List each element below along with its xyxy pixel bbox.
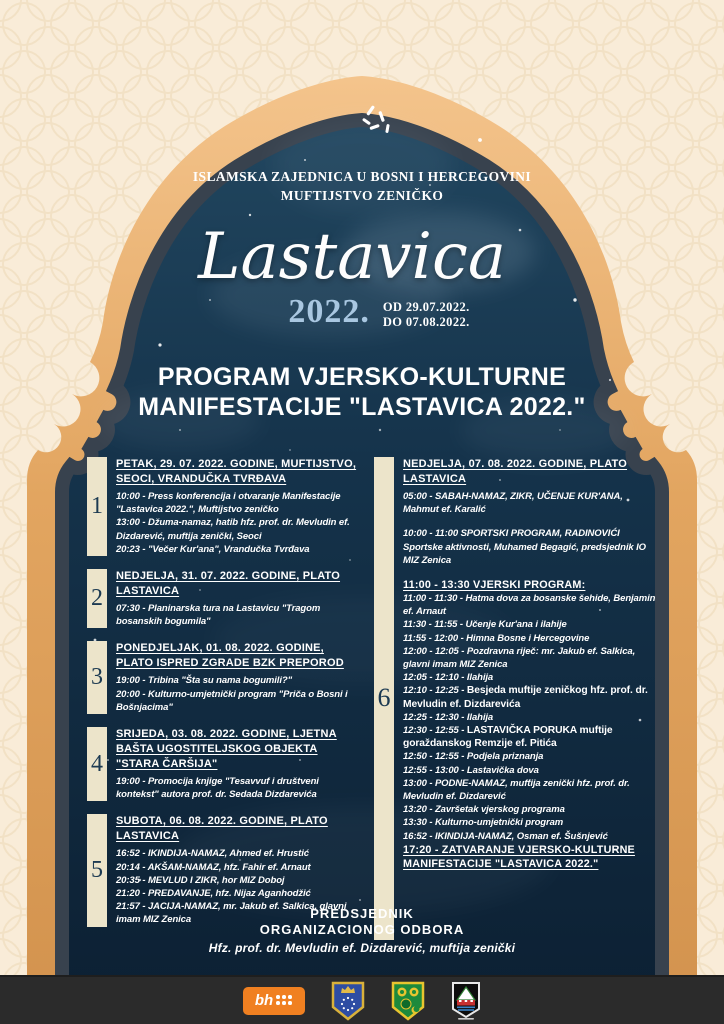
organization-name: [0, 167, 724, 205]
footer: [0, 906, 724, 955]
bh-telecom-logo: [243, 987, 305, 1015]
program-item: 19:00 - Tribina "Šta su nama bogumili?": [116, 675, 292, 687]
date-to: DO 07.08.2022.: [382, 315, 470, 329]
section-header: NEDJELJA, 31. 07. 2022. GODINE, PLATO LASTAVICA: [116, 570, 341, 598]
section-number: 2: [87, 569, 107, 628]
program-item: 11:00 - 11:30 - Hatma dova za bosanske šehide, Benjamin ef. Arnaut: [403, 593, 656, 618]
program-item: 16:52 - IKINDIJA-NAMAZ, Osman ef. Šušnjević: [403, 830, 608, 842]
section-header: PETAK, 29. 07. 2022. GODINE, MUFTIJSTVO, SEOCI, VRANDUČKA TVRĐAVA: [116, 458, 357, 485]
section-header: NEDJELJA, 07. 08. 2022. GODINE, PLATO LASTAVICA: [403, 458, 628, 485]
program-item: 21:57 - JACIJA-NAMAZ, mr. Jakub ef. Salkica, glavni imam MIZ Zenica: [116, 901, 347, 926]
footer-role-line2: ORGANIZACIONOG ODBORA: [259, 922, 465, 937]
program-item: 20:35 - MEVLUD I ZIKR, hor MIZ Doboj: [116, 874, 285, 886]
bh-telecom-label: bh: [254, 992, 274, 1009]
program-item: 12:55 - 13:00 - Lastavička dova: [403, 764, 539, 776]
poster-title: [0, 362, 724, 422]
program-subheader: 17:20 - ZATVARANJE VJERSKO-KULTURNE MANIFESTACIJE "LASTAVICA 2022.": [403, 843, 635, 870]
program-item: 12:05 - 12:10 - Ilahija: [403, 672, 494, 684]
section-header: PONEDJELJAK, 01. 08. 2022. GODINE, PLATO ISPRED ZGRADE BZK PREPOROD: [116, 642, 344, 670]
program-item: 11:55 - 12:00 - Himna Bosne i Hercegovine: [403, 632, 590, 644]
poster-title-line1: PROGRAM VJERSKO-KULTURNE: [157, 363, 567, 391]
section-body: [116, 569, 359, 628]
section-number: 4: [87, 727, 107, 801]
program-subheader: 11:00 - 13:30 VJERSKI PROGRAM:: [403, 579, 586, 592]
program-item: [403, 684, 661, 710]
program-item: 21:20 - PREDAVANJE, hfz. Nijaz Aganhodžić: [116, 888, 311, 900]
program-item: 13:30 - Kulturno-umjetnički program: [403, 817, 564, 829]
program-item: Sportske aktivnosti, Muhamed Begagić, predsjednik IO MIZ Zenica: [403, 541, 646, 566]
program-section-2: [87, 569, 359, 628]
program-section-1: [87, 457, 359, 556]
program-section-4: [87, 727, 359, 801]
program-item: 13:00 - PODNE-NAMAZ, muftija zenički hfz. prof. dr. Mevludin ef. Dizdarević: [403, 777, 630, 803]
poster-title-line2: MANIFESTACIJE "LASTAVICA 2022.": [138, 393, 586, 421]
section-number: 6: [374, 457, 394, 940]
program-item: 07:30 - Planinarska tura na Lastavicu "Tragom bosanskih bogumila": [116, 603, 321, 628]
zenica-coat-of-arms: [391, 981, 425, 1021]
program-item: 10:00 - 11:00 SPORTSKI PROGRAM, RADINOVIĆI: [403, 528, 620, 540]
org-name-line2: MUFTIJSTVO ZENIČKO: [280, 188, 444, 203]
section-body: [116, 457, 359, 556]
bh-telecom-dots: [276, 995, 293, 1006]
program-item: 20:23 - "Večer Kur'ana", Vrandučka Tvrđava: [116, 543, 310, 555]
item-highlight: LASTAVIČKA PORUKA muftije goraždanskog Remzije ef. Pitića: [403, 725, 613, 750]
program-item: 11:30 - 11:55 - Učenje Kur'ana i ilahije: [403, 619, 567, 631]
item-highlight: Besjeda muftije zeničkog hfz. prof. dr. Mevludin ef. Dizdarevića: [403, 685, 648, 710]
program-section-6: [374, 457, 661, 940]
event-dates: [0, 293, 724, 331]
program-section-3: [87, 641, 359, 714]
program-item: 20:00 - Kulturno-umjetnički program "Priča o Bosni i Bošnjacima": [116, 688, 348, 713]
date-range: [383, 300, 470, 330]
program-item: 10:00 - Press konferencija i otvaranje Manifestacije "Lastavica 2022.", Muftijstvo zeničko: [116, 491, 341, 516]
program-column-left: [87, 457, 359, 940]
program-item: 12:25 - 12:30 - Ilahija: [403, 711, 494, 723]
program-item: 12:00 - 12:05 - Pozdravna riječ: mr. Jakub ef. Salkica, glavni imam MIZ Zenica: [403, 645, 636, 671]
org-name-line1: ISLAMSKA ZAJEDNICA U BOSNI I HERCEGOVINI: [192, 169, 532, 184]
footer-signatory: Hfz. prof. dr. Mevludin ef. Dizdarević, muftija zenički: [208, 941, 516, 955]
footer-role-line1: PREDSJEDNIK: [310, 906, 414, 921]
program-item: 13:20 - Završetak vjerskog programa: [403, 804, 565, 816]
canton-coat-of-arms: [331, 981, 365, 1021]
crescent-star-logo: [320, 94, 404, 166]
section-body: [116, 641, 359, 714]
section-number: 5: [87, 814, 107, 926]
crescent-star-icon: [320, 94, 404, 166]
section-body: [403, 457, 661, 940]
lastavica-script-logo: Lastavica: [198, 220, 506, 294]
logo-year: 2022.: [288, 293, 370, 330]
date-from: OD 29.07.2022.: [382, 300, 470, 314]
program-schedule: [87, 457, 661, 940]
sponsor-bar: [0, 975, 724, 1024]
vranduk-emblem: [451, 981, 481, 1021]
item-time: 12:30 - 12:55 -: [403, 725, 467, 737]
program-item: 13:00 - Džuma-namaz, hatib hfz. prof. dr. Mevludin ef. Dizdarević, muftija zenički, Seoci: [116, 517, 350, 542]
section-body: [116, 727, 359, 801]
program-item: 19:00 - Promocija knjige "Tesavvuf i društveni kontekst" autora prof. dr. Sedada Dizdarevića: [116, 776, 319, 801]
program-item: 05:00 - SABAH-NAMAZ, ZIKR, UČENJE KUR'ANA, Mahmut ef. Karalić: [403, 491, 623, 516]
section-header: SUBOTA, 06. 08. 2022. GODINE, PLATO LASTAVICA: [116, 815, 328, 843]
program-item: 20:14 - AKŠAM-NAMAZ, hfz. Fahir ef. Arnaut: [116, 861, 311, 873]
program-column-right: [374, 457, 661, 940]
item-time: 12:10 - 12:25 -: [403, 685, 467, 697]
program-item: 12:50 - 12:55 - Podjela priznanja: [403, 751, 544, 763]
section-header: SRIJEDA, 03. 08. 2022. GODINE, LJETNA BAŠTA UGOSTITELJSKOG OBJEKTA "STARA ČARŠIJA": [116, 728, 337, 771]
section-number: 1: [87, 457, 107, 556]
program-item: 16:52 - IKINDIJA-NAMAZ, Ahmed ef. Hrustić: [116, 848, 309, 860]
section-number: 3: [87, 641, 107, 714]
program-item: [403, 724, 661, 750]
